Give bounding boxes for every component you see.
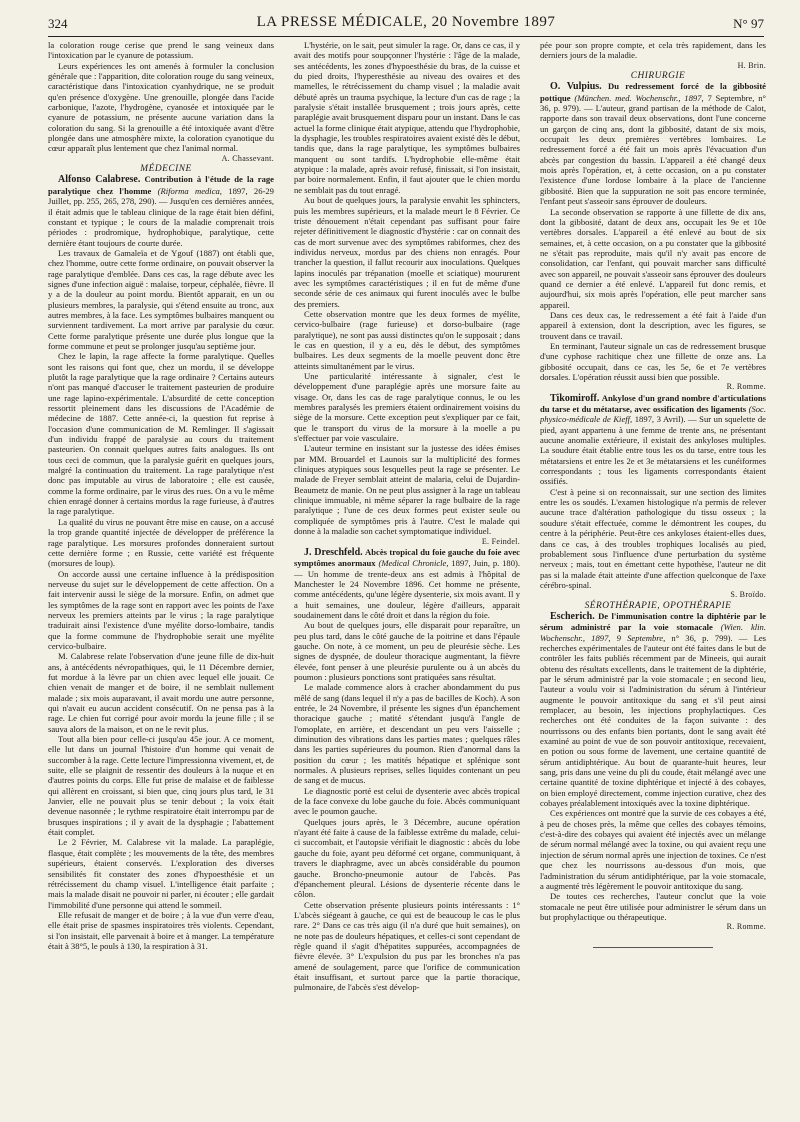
article-text: n° 36, p. 799). — Les recherches expérimentales de l'auteur ont été faites dans le but de contrôler les faits publiés récemment par de Mineeis, qui aurait obtenu des résultats excellents, dans le traitement de la diphtérie, par le sérum administré par la voie stomacale ; en second lieu, l'auteur a voulu voir si l'administration du sérum à l'intérieur augmente le pouvoir antitoxique du sang et s'il peut ainsi remplacer, au besoin, les injections prophylactiques. Ces recherches ont été conduites de la façon suivante : des nourrissons ou des enfants bien portants, dont le sang avait été examiné au point de vue de son pouvoir antitoxique, recevaient, en potion ou sous forme de lavement, une certaine quantité de sérum antidiphtérique. Au bout de quarante-huit heures, leur sang, pris dans une veine du pli du coude, était mélangé avec une certaine quantité de toxine diphtérique et injecté à des cobayes, on bien employé directement, comme injection curative, chez des cobayes préalablement intoxiqués avec la toxine diphtérique. [540,632,766,809]
paragraph: Ces expériences ont montré que la survie de ces cobayes a été, à peu de choses près, la même que celles des cobayes témoins, c'est-à-dire des cobayes qui avaient été injectés avec un mélange de sérum normal mélangé avec la toxine, ou qui avaient reçu une injection de sérum normal après une injection de toxines. Ce n'est que chez les nourrissons au-dessous d'un mois, que l'administration du sérum antidiphtérique, par la voie stomacale, a augmenté très légèrement le pouvoir antitoxique du sang. [540,808,766,891]
paragraph: Le 2 Février, M. Calabrese vit la malade. La paraplégie, flasque, était complète ; les mouvements de la tête, des membres supérieurs, étaient conservés. L'exploration des diverses sensibilités fit constater des zones d'hypoesthésie et un rétrécissement du champ visuel. L'intelligence était parfaite ; mais la malade disait ne pouvoir ni parler, ni écouter ; elle gardait l'immobilité d'une personne qui attend le sommeil. [48,837,274,910]
paragraph: la coloration rouge cerise que prend le sang veineux dans l'intoxication par le cyanure de potassium. [48,40,274,61]
article-reference: (Soc. physico-médicale de Kieff, [540,404,766,425]
paragraph: Au bout de quelques jours, la paralysie envahit les sphincters, puis les membres supérieurs, et la malade meurt le 8 Février. Ce triste dénouement n'était cependant pas suffisant pour faire rejeter définitivement le diagnostic d'hystérie : car on connait des cas de mort survenue avec des symptômes rabiformes, chez des individus nerveux, mordus par des chiens non enragés. Pour trancher la question, il fallut recourir aux inoculations. Quelques lapins inoculés par trépanation (moelle et sciatique) moururent avec les symptômes caractéristiques ; il en fut de même d'une seconde série de ces animaux qui furent inoculés avec le bulbe des premiers. [294,195,520,309]
paragraph: On accorde aussi une certaine influence à la prédisposition nerveuse du sujet sur le développement de cette affection. On a fait intervenir aussi le siège de la morsure. Enfin, on admet que les symptômes de la rage sont en rapport avec les points de l'axe nerveux les premiers atteints par le virus ; la rage paralytique traduirait ainsi l'existence d'une myélite dorso-lombaire, tandis que la forme commune de l'hydrophobie serait une myélite cervico-bulbaire. [48,568,274,651]
article-title: Contribution à l'étude de la rage paralytique chez l'homme [48,174,274,196]
article-reference: (Wien. klin. Wochenschr., 1897, 9 Septembre, [540,622,766,643]
signature: A. Chassevant. [221,153,274,163]
paragraph: Quelques jours après, le 3 Décembre, aucune opération n'ayant été faite à cause de la faiblesse extrême du malade, celui-ci succombait, et l'autopsie vérifiait le diagnostic : abcès du lobe gauche du foie, ayant peu déformé cet organe, communiquant, à travers le diaphragme, avec un abcès considérable du poumon gauche. Broncho-pneumonie autour de l'abcès. Pas d'épanchement pleural. Lésions de dysenterie récente dans le côlon. [294,816,520,900]
section-heading-serotherapie: SÉROTHÉRAPIE, OPOTHÉRAPIE [584,600,732,611]
paragraph: Dans ces deux cas, le redressement a été fait à l'aide d'un appareil à extension, dont la description, avec les figures, se trouvent dans ce travail. [540,309,766,341]
paragraph: Leurs expériences les ont amenés à formuler la conclusion générale que : l'apparition, dite coloration rouge du sang veineux, caractéristique dans l'intoxication cyanhydrique, ne se produit qu'en présence d'oxygène. Une grenouille, plongée dans l'acide carbonique, l'azote, l'hydrogène, cyanosée et intoxiquée par le cyanure de potassium, ne présente aucune variation dans la coloration du sang. Si la grenouille a été intoxiquée avant d'être plongée dans une atmosphère mixte, la coloration cyanotique du cœur apparaît plus lentement que chez l'animal normal. [48,60,274,154]
section-heading-chirurgie: CHIRURGIE [630,71,686,82]
paragraph: Le malade commence alors à cracher abondamment du pus mêlé de sang (dans lequel il n'y a pas de bacilles de Koch). A son entrée, le 24 Novembre, il présente les signes d'un épanchement thoracique gauche ; matité s'étendant jusqu'à l'angle de l'omoplate, en arrière, et descendant un peu vers l'aisselle ; diminution des vibrations dans les parties mates ; quelques râles dans les parties supérieures du poumon. Rien d'anormal dans la position du cœur ; les matités hépatique et splénique sont normales. A plusieurs reprises, selles liquides contenant un peu de sang et de mucus. [294,682,520,786]
article-author: O. Vulpius. [550,81,602,93]
page-number: 324 [48,16,68,31]
article-text: 7 Septembre, n° 36, p. 979). — L'auteur, grand partisan de la méthode de Calot, rapporte dans son travail deux observations, dont l'une concerne un garçon de cinq ans, dont la gibbosité, datant de six mois, occupait les deux premières vertèbres lombaires. Le redressement forcé a été fait un mois après l'évacuation d'un abcès par congestion du bassin. L'appareil a été changé deux mois après l'opération, et, à cette occasion, on a pu constater l'existence d'une lordose lombaire à la place de l'ancienne gibbosité. Bien que la suppuration ne soit pas encore terminée, l'enfant peut s'asseoir sans éprouver de douleurs. [540,92,766,207]
article-text: 1897, 3 Avril). — Sur un squelette de pied, ayant appartenu à une femme de trente ans, ne présentant aucune anomalie extérieure, il existait des ankyloses multiples. La soudure était établie entre tous les os du tarse, entre tous les métatarsiens et entre les 2e et 3e métatarsiens et les cunéiformes correspondants ; tous les ligaments correspondants étaient ossifiés. [540,414,766,487]
paragraph: En terminant, l'auteur signale un cas de redressement brusque d'une cyphose rachitique chez une fillette de onze ans. La gibbosité occupait, dans ce cas, les 5e, 6e et 7e vertèbres dorsales. L'opération réussit aussi bien que possible. [540,340,766,382]
article-reference: (Medical Chronicle, [378,558,449,569]
article-title: Du redressement forcé de la gibbosité pottique [540,81,766,103]
paragraph: Une particularité intéressante à signaler, c'est le développement d'une paraplégie après une morsure faite au visage. Or, dans les cas de rage paralytique connus, le ou les membres paralysés les premiers étaient ordinairement voisins du siège de la morsure. Cette exception peut s'expliquer par ce fait, que le transport du virus de la morsure à la moelle a pu s'effectuer par voie vasculaire. [294,371,520,444]
paragraph: Cette observation présente plusieurs points intéressants : 1° L'abcès siégeant à gauche, ce qui est de beaucoup le cas le plus rare. 2° Dans ce cas très aigu (il n'a duré que huit semaines), on ne note pas de douleurs hépatiques, et celles-ci sont cependant de règle quand il s'agit d'hépatites suppurées, accompagnées de fièvre élevée. 3° L'expulsion du pus par les bronches n'a pas amené de soulagement, parce que l'orifice de communication était insuffisant, et surtout parce que la partie thoracique, pulmonaire, de l'abcès s'est dévelop- [294,899,520,993]
article-title: Abcès tropical du foie gauche du foie avec symptômes anormaux [294,546,520,569]
article-text: 1897, Juin, p. 180). — Un homme de trente-deux ans est admis à l'hôpital de Manchester le 24 Novembre 1896. Cet homme ne présente, comme antécédents, qu'une légère dysenterie, six mois avant. Il y a huit semaines, une douleur, légère d'ailleurs, apparait soudainement dans le côté droit et dans la région du foie. [294,558,520,620]
article-author: Alfonso Calabrese. [58,174,141,186]
page-header [48,12,764,36]
article-vulpius [540,81,766,206]
paragraph: Tout alla bien pour celle-ci jusqu'au 45e jour. A ce moment, elle lut dans un journal l'histoire d'un homme qui venait de succomber à la rage. Cette lecture l'impressionna vivement, et, de suite, elle se plaignit de ressentir des douleurs à la nuque et en d'autres points du corps. Elle fut prise de malaise et de faiblesse qui allèrent en croissant, si bien que, cinq jours plus tard, le 31 Janvier, elle ne pouvait plus se tenir debout ; la voix était devenue nasonnée ; le rythme respiratoire était interrompu par de brusques inspirations ; il y avait de la dysphagie ; l'abattement était complet. [48,734,274,838]
signature: H. Brin. [737,60,766,70]
column-1 [48,40,274,1108]
paragraph: Les travaux de Gamaleïa et de Ygouf (1887) ont établi que, chez l'homme, outre cette forme ordinaire, on pouvait observer la rage paralytique d'emblée. Dans ces cas, la rage débute avec les signes d'une infection aiguë : malaise, torpeur, céphalée, fièvre. Il y a de la douleur au point mordu. Bientôt apparait, en un ou plusieurs membres, la paralysie, qui s'étend ensuite au tronc, aux autres membres, à la face. Les symptômes bulbaires manquent ou surviennent tardivement. La mort arrive par paralysie du cœur. Cette forme paralytique présente une durée plus longue que la forme commune et peut se prolonger jusqu'au septième jour. [48,247,274,351]
paragraph: De toutes ces recherches, l'auteur conclut que la voie stomacale ne peut être utilisée pour administrer le sérum dans un but prophylactique ou thérapeutique. [540,891,766,922]
journal-title: LA PRESSE MÉDICALE, 20 Novembre 1897 [256,14,556,30]
article-author: Escherich. [550,610,595,622]
paragraph: Cette observation montre que les deux formes de myélite, cervico-bulbaire (rage furieuse) et dorso-bulbaire (rage paralytique), ne sont pas aussi distinctes qu'on le supposait ; dans le cas en question, il y a eu, dès le début, des symptômes bulbaires. Les deux segments de la moelle peuvent donc être atteints simultanément par le virus. [294,308,520,371]
header-rule [48,36,764,37]
signature: S. Broïdo. [730,590,766,600]
column-2 [294,40,520,1108]
end-rule [593,947,713,948]
article-author: J. Dreschfeld. [304,546,363,558]
signature: R. Romme. [726,382,766,392]
paragraph: Elle refusait de manger et de boire ; à la vue d'un verre d'eau, elle était prise de spasmes inspiratoires très violents. Cependant, si l'on insistait, elle parvenait à boire et à manger. La température était à 38°5, le pouls à 130, la respiration à 31. [48,909,274,951]
column-3 [540,40,766,1108]
paragraph: pée pour son propre compte, et cela très rapidement, dans les derniers jours de la maladie. [540,40,766,61]
article-text: 1897, 26-29 Juillet, pp. 255, 265, 278, 290). — Jusqu'en ces dernières années, il était admis que le tableau clinique de la rage était bien défini, constant et typique ; le cours de la maladie comprenait trois périodes : prodromique, hydrophobique, paralytique, cette dernière étant toujours de courte durée. [48,185,274,248]
issue-number: N° 97 [733,16,764,31]
paragraph: L'hystérie, on le sait, peut simuler la rage. Or, dans ce cas, il y avait des motifs pour soupçonner l'hystérie : l'âge de la malade, ses antécédents, les zones d'hypoesthésie du bras, de la cuisse et du pied droits, l'hyperesthésie au niveau des ovaires et des mamelles, le rétrécissement du champ visuel ; la maladie avait débuté après un trauma psychique, la lecture d'un cas de rage ; la paralysie s'était installée brusquement ; trois jours après, cette paraplégie avait brusquement disparu pour un instant. Dans le cas actuel la forme clinique était atypique, attendu que l'hydrophobie, la dysphagie, les troubles respiratoires avaient existé dès le début, tandis que, dans la rage paralytique, les symptômes bulbaires manquent ou sont tardifs. L'hydrophobie elle-même était atypique : la malade, après avoir refusé, finissait, si l'on insistait, par boire normalement. Enfin, il faut ajouter que le chien mordu ne semblait pas du tout enragé. [294,40,520,195]
article-reference: (Riforma medica, [157,185,222,196]
article-dreschfeld [294,547,520,620]
article-title: De l'immunisation contre la diphtérie par le sérum administré par la voie stomacale [540,610,766,633]
paragraph: Au bout de quelques jours, elle disparait pour reparaître, un peu plus tard, dans le côté gauche de la poitrine et dans l'épaule gauche. On note, à ce moment, un peu de pleurésie sèche. Les signes de dyspnée, de douleur thoracique augmentant, la fièvre élevée, font penser à une pleurésie purulente ou à un abcès du poumon : plusieurs ponctions sont pratiquées sans résultat. [294,620,520,682]
paragraph: Chez le lapin, la rage affecte la forme paralytique. Quelles sont les raisons qui font que, chez un mordu, il se développe plutôt la rage paralytique que la rage ordinaire ? Certains auteurs n'ont pas manqué d'accuser le traitement pasteurien de produire une rage lapino-expérimentale. L'absurdité de cette conception ressortit pleinement dans les discussions de l'Académie de médecine de 1887. Cette année-ci, la question fut reprise à l'occasion d'une communication de M. Remlinger. Il s'agissait d'un individu frappé de paralysie au cours du traitement pasteurien. On connait quelques autres faits analogues. Ils ont tous ceci de commun, que la paralysie guérit en quelques jours, malgré la continuation du traitement. La rage paralytique n'est donc pas imputable au virus de laboratoire ; elle est causée, comme la forme ordinaire, par le virus des rues. On a vu le même chien enragé donner à certains mordus la rage furieuse, à d'autres la rage paralytique. [48,351,274,517]
paragraph: La seconde observation se rapporte à une fillette de dix ans, dont la gibbosité, datant de deux ans, occupait les 9e et 10e vertèbres dorsales. L'appareil a été enlevé au bout de six semaines, et, à cette occasion, on a pu constater que la gibbosité ne s'était pas reproduite, mais qu'il n'y avait pas encore de consolidation, car l'enfant, qui pouvait marcher sans difficulté avec son appareil, ne pouvait s'asseoir sans éprouver des douleurs quand ce dernier a été enlevé. L'appareil fut donc remis, et aujourd'hui, six mois après l'opération, elle peut marcher sans appareil. [540,206,766,310]
paragraph: C'est à peine si on reconnaissait, sur une section des limites entre les os soudés. L'examen histologique n'a permis de relever aucune trace d'altération pathologique du tissu osseux ; la soudure s'était effectuée, comme le démontrent les coupes, du centre à la périphérie. Peut-être ces ankyloses étaient-elles dues, dans ce cas, à des troubles trophiques localisés au pied, probablement sous l'influence d'une perturbation du système nerveux ; mais, tout en émettant cette hypothèse, l'auteur ne dit pas si la malade était atteinte d'une affection quelconque de l'axe cérébro-spinal. [540,486,766,590]
paragraph: Le diagnostic porté est celui de dysenterie avec abcès tropical de la face convexe du lobe gauche du foie. Abcès communiquant avec le poumon gauche. [294,785,520,817]
article-title: Ankylose d'un grand nombre d'articulations du tarse et du métatarse, avec ossification des ligaments [540,392,766,415]
signature: E. Feindel. [481,536,520,546]
article-escherich [540,611,766,809]
signature: R. Romme. [726,922,766,932]
paragraph: La qualité du virus ne pouvant être mise en cause, on a accusé la trop grande quantité injectée de développer de préférence la rage paralytique. Les morsures profondes donneraient surtout cette dernière forme ; en Russie, cette variété est fréquente (morsures de loup). [48,516,274,569]
article-author: Tikomiroff. [550,392,600,404]
paragraph: L'auteur termine en insistant sur la justesse des idées émises par MM. Brouardel et Launois sur la multiplicité des formes cliniques atypiques sous lesquelles peut la rage se présenter. Le malade de Freyer semblait atteint de malaria, celui de Dujardin-Beaumetz de manie. On ne peut plus assigner à la rage un tableau clinique immuable, ni même séparer la rage bulbaire de la rage paralytique ; l'une de ces deux formes peut exister seule ou compliquée de symptômes pris à l'autre. C'est le malade qui donne à la maladie son cachet symptomatique individuel. [294,443,520,537]
paragraph: M. Calabrese relate l'observation d'une jeune fille de dix-huit ans, à antécédents névropathiques, qui, le 11 Décembre dernier, fut mordue à la lèvre par un chien avec lequel elle jouait. Ce chien venait de manger et de boire, il ne semblait nullement malade ; six mois auparavant, il avait mordu une autre personne, qui n'avait eu aucun accident consécutif. On ne pensa pas à la rage. Le chien fut corrigé pour avoir mordu la jeune fille ; il se sauva alors de la maison, et on ne le revit plus. [48,651,274,734]
article-reference: (München. med. Wochenschr., 1897, [574,92,704,103]
article-calabrese [48,174,274,247]
article-tikomiroff [540,393,766,487]
section-heading-medecine: MÉDECINE [140,164,192,175]
